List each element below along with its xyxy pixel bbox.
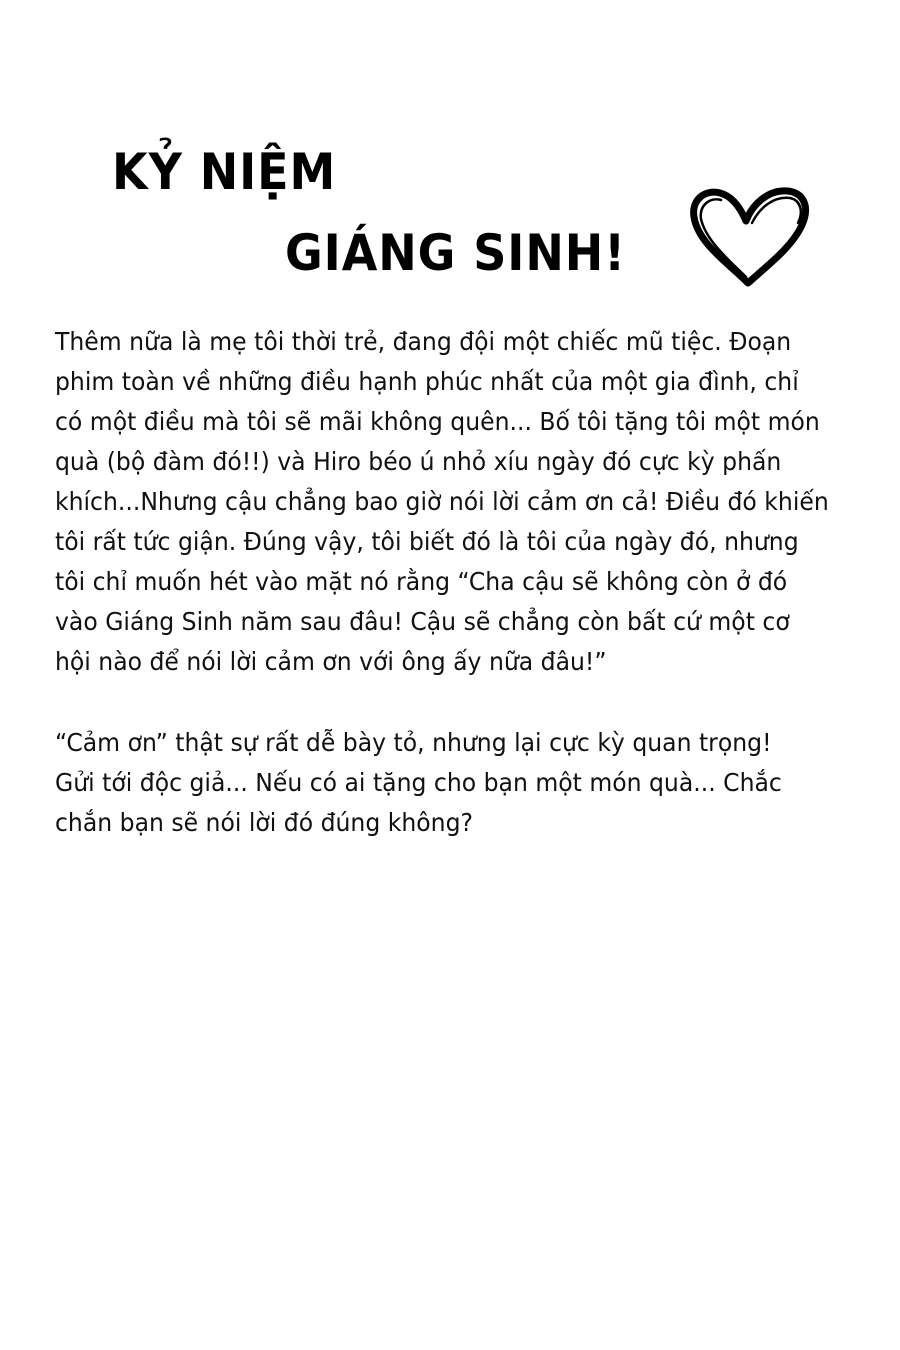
text-line: hội nào để nói lời cảm ơn với ông ấy nữa đâu!”	[55, 647, 607, 676]
text-line: chắn bạn sẽ nói lời đó đúng không?	[55, 808, 473, 837]
text-line: tôi rất tức giận. Đúng vậy, tôi biết đó là tôi của ngày đó, nhưng	[55, 527, 799, 556]
text-line: khích...Nhưng cậu chẳng bao giờ nói lời cảm ơn cả! Điều đó khiến	[55, 487, 829, 516]
title-line-2: GIÁNG SINH!	[285, 224, 627, 282]
text-line: “Cảm ơn” thật sự rất dễ bày tỏ, nhưng lại cực kỳ quan trọng!	[55, 728, 772, 757]
text-line: Gửi tới độc giả... Nếu có ai tặng cho bạn một món quà... Chắc	[55, 768, 782, 797]
text-line: vào Giáng Sinh năm sau đâu! Cậu sẽ chẳng còn bất cứ một cơ	[55, 607, 790, 636]
text-line: phim toàn về những điều hạnh phúc nhất của một gia đình, chỉ	[55, 367, 799, 396]
paragraph-2	[55, 723, 855, 843]
text-line: Thêm nữa là mẹ tôi thời trẻ, đang đội một chiếc mũ tiệc. Đoạn	[55, 327, 792, 356]
paragraph-1	[55, 322, 855, 682]
heart-icon	[688, 183, 812, 291]
title-line-1: KỶ NIỆM	[112, 143, 337, 201]
text-line: quà (bộ đàm đó!!) và Hiro béo ú nhỏ xíu ngày đó cực kỳ phấn	[55, 447, 782, 476]
text-line: có một điều mà tôi sẽ mãi không quên... Bố tôi tặng tôi một món	[55, 407, 820, 436]
text-line: tôi chỉ muốn hét vào mặt nó rằng “Cha cậu sẽ không còn ở đó	[55, 567, 788, 596]
